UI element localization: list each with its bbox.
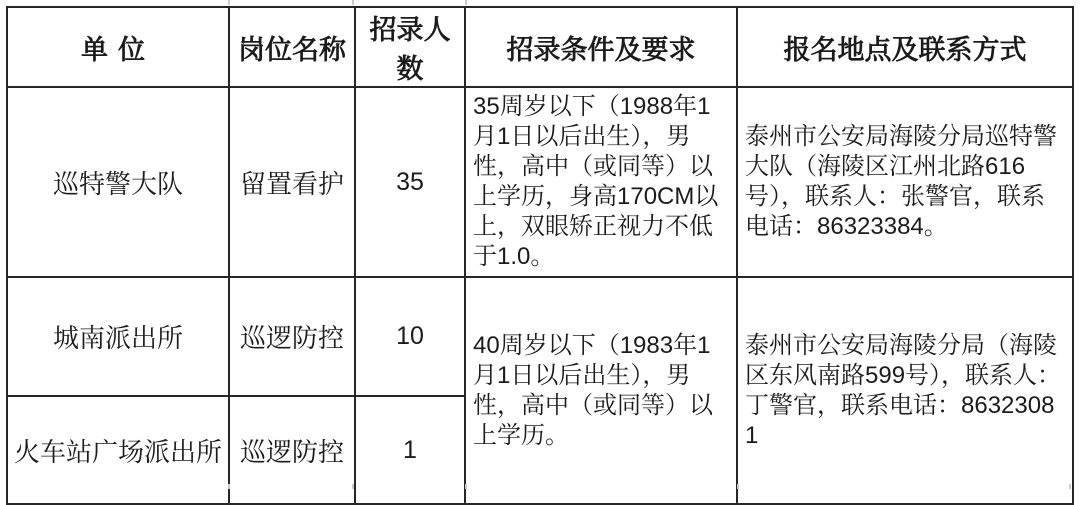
- header-cell-conditions: 招录条件及要求: [465, 7, 737, 87]
- cell-count: 10: [355, 277, 465, 396]
- cell-count: 35: [355, 87, 465, 277]
- cell-position: 留置看护: [229, 87, 355, 277]
- crop-artifact-tick: [228, 0, 230, 5]
- header-cell-position: 岗位名称: [229, 7, 355, 87]
- table-row: [7, 277, 1073, 396]
- cell-conditions-merged: 40周岁以下（1983年1月1日以后出生），男性，高中（或同等）以上学历。: [465, 277, 737, 504]
- crop-artifact-tick: [465, 484, 467, 489]
- table-row: [7, 87, 1073, 277]
- header-cell-count: 招录人数: [355, 7, 465, 87]
- crop-artifact-tick: [352, 0, 354, 5]
- cell-position: 巡逻防控: [229, 396, 355, 504]
- cell-unit: 火车站广场派出所: [7, 396, 229, 504]
- cell-unit: 城南派出所: [7, 277, 229, 396]
- recruitment-table: [6, 6, 1074, 505]
- cell-count: 1: [355, 396, 465, 504]
- crop-artifact-tick: [228, 484, 230, 489]
- cell-conditions: 35周岁以下（1988年1月1日以后出生），男性，高中（或同等）以上学历，身高170CM以上，双眼矫正视力不低于1.0。: [465, 87, 737, 277]
- crop-artifact-tick: [352, 484, 354, 489]
- cell-position: 巡逻防控: [229, 277, 355, 396]
- header-cell-unit: 单位: [7, 7, 229, 87]
- crop-artifact-tick: [465, 0, 467, 5]
- cell-contact: 泰州市公安局海陵分局巡特警大队（海陵区江州北路616号），联系人：张警官，联系电话：86323384。: [737, 87, 1073, 277]
- header-row: [7, 7, 1073, 87]
- crop-artifact-tick: [1069, 484, 1071, 489]
- cell-contact-merged: 泰州市公安局海陵分局（海陵区东风南路599号），联系人：丁警官，联系电话：86323081: [737, 277, 1073, 504]
- cell-unit: 巡特警大队: [7, 87, 229, 277]
- crop-artifact-tick: [737, 484, 739, 489]
- header-cell-contact: 报名地点及联系方式: [737, 7, 1073, 87]
